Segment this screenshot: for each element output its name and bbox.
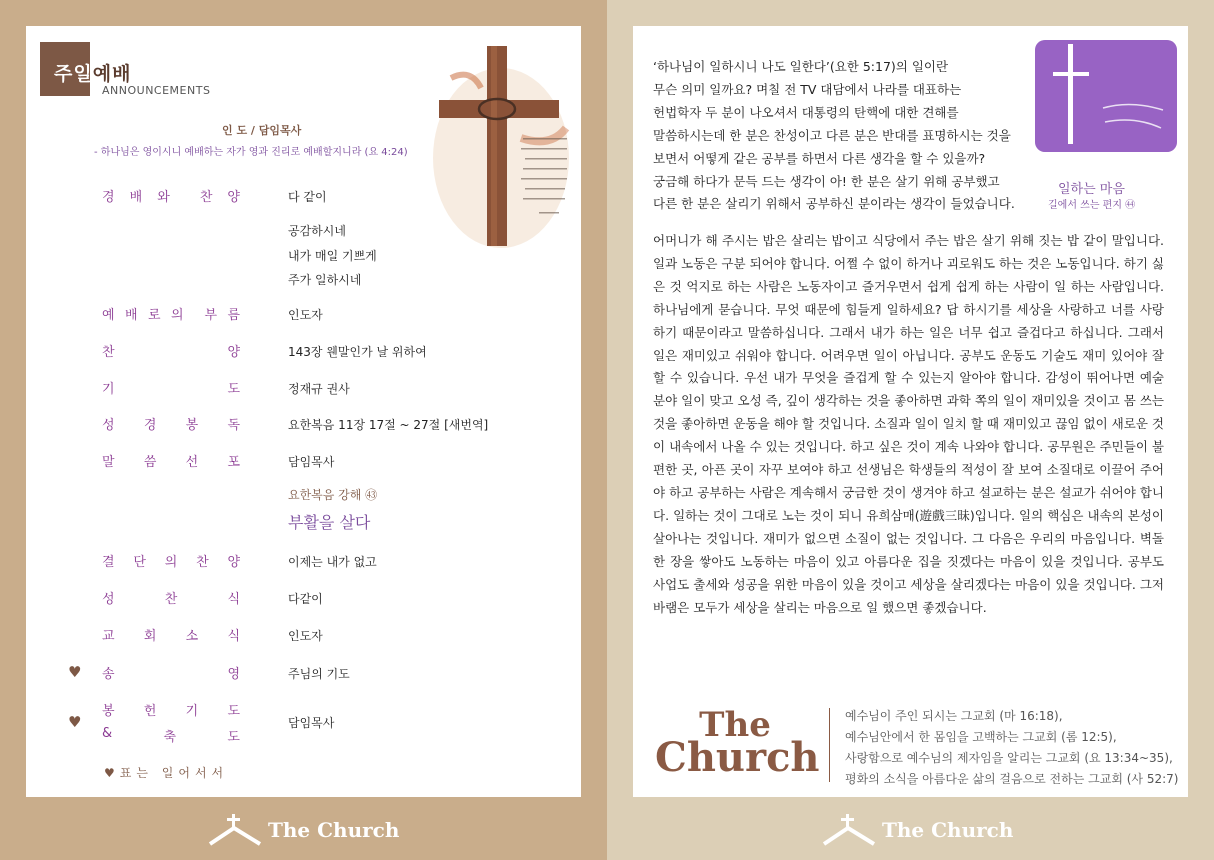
cross-illustration <box>431 38 577 254</box>
mission-line: 예수님안에서 한 몸임을 고백하는 그교회 (롬 12:5), <box>845 730 1117 744</box>
intro-line: 다른 한 분은 살리기 위해서 공부하신 분이라는 생각이 들었습니다. <box>653 196 1015 212</box>
order-row <box>68 661 572 687</box>
order-label: 성 찬 식 <box>102 592 240 607</box>
order-value: 다같이 <box>288 592 323 606</box>
order-label: 교 회 소 식 <box>102 629 240 644</box>
order-value: 주님의 기도 <box>288 667 350 681</box>
order-label: 말 씀 선 포 <box>102 455 240 470</box>
order-row <box>102 376 572 402</box>
order-value: 인도자 <box>288 308 323 322</box>
page-subtitle: ANNOUNCEMENTS <box>102 84 211 97</box>
intro-line: 궁금해 하다가 문득 드는 생각이 아! 한 분은 살기 위해 공부했고 <box>653 173 1000 189</box>
order-row <box>102 412 572 438</box>
order-value: 다 같이 <box>288 190 327 204</box>
praise-song: 공감하시네 <box>288 224 346 238</box>
order-row <box>68 698 572 750</box>
mission-line: 사랑함으로 예수님의 제자임을 알리는 그교회 (요 13:34~35), <box>845 751 1173 765</box>
column-subtitle: 길에서 쓰는 편지 ㊹ <box>1048 200 1136 211</box>
divider <box>829 708 830 782</box>
order-row <box>102 623 572 649</box>
order-row <box>102 184 572 210</box>
order-value: 정재규 권사 <box>288 382 350 396</box>
order-value: 이제는 내가 없고 <box>288 555 377 569</box>
praise-song: 주가 일하시네 <box>288 273 362 287</box>
order-label-second-line: & 축 도 <box>102 726 240 745</box>
title-part-b: 예배 <box>92 63 132 85</box>
order-value: 143장 웬말인가 날 위하여 <box>288 345 427 359</box>
title-part-a: 주일 <box>54 63 93 85</box>
order-label: 결 단 의 찬 양 <box>102 555 240 570</box>
footer-brand-right <box>820 805 1013 855</box>
intro-line: ‘하나님이 일하시니 나도 일한다’(요한 5:17)의 일이란 <box>653 59 949 74</box>
church-roof-icon <box>820 812 878 848</box>
body-paragraph: 어머니가 해 주시는 밥은 살리는 밥이고 식당에서 주는 밥은 살기 위해 짓는 밥 같이 말입니다. 일과 노동은 구분 되어야 합니다. 어쩔 수 없이 하거나 괴로워도 하는 것은 노동입니다. 하기 싫은 것 억지로 하는 사람은 노동자이고 즐거우면서 쉽게 쉽게 하는 사람이 일 하는 사람입니다. 하나님에게 묻습니다. 무엇 때문에 힘들게 일하세요? 답 하시기를 세상을 사랑하고 너를 사랑하기 때문이라고 말씀하십니다. 그래서 내가 하는 일은 너무 쉽고 즐겁다고 하십니다. 그래서 일은 재미있고 쉬워야 합니다. 어려우면 일이 아닙니다. 공부도 운동도 기술도 재미 있어야 잘 할 수 있습니다. 우선 내가 무엇을 즐겁게 할 수 있는지 알아야 합니다. 감성이 뛰어나면 예술 분야 일이 맞고 오성 즉, 깊이 생각하는 것을 좋아하면 과학 쪽의 일이 재미있을 것이고 몸 쓰는 것을 좋아하면 운동을 해야 할 것입니다. 소질과 일이 일치 할 때 재미있고 끊임 없이 새로운 것이 내속에서 나올 수 있는 것입니다. 하고 싶은 것이 계속 나와야 합니다. 공무원은 주민들이 불편한 곳, 아픈 곳이 자꾸 보여야 하고 선생님은 학생들의 적성이 잘 보여 소질대로 이끌어 주어야 하고 공부하는 사람은 계속해서 궁금한 것이 생겨야 하고 설교하는 분은 설교가 쉬어야 합니다. 일하는 것이 그대로 노는 것이 되니 유희삼매(遊戲三昧)입니다. 일의 핵심은 내속의 본성이 살아나는 것입니다. 재미가 없으면 소질이 없는 것입니다. 그 다음은 우리의 마음입니다. 벽돌 한 장을 쌓아도 노동하는 마음이 있고 아름다운 집을 짓겠다는 마음이 있을 것입니다. 공부도 사업도 출세와 성공을 위한 마음이 있을 것이고 세상을 살리겠다는 마음이 있을 것입니다. 그저 바램은 모두가 세상을 살리는 마음으로 일 했으면 좋겠습니다. <box>653 233 1164 615</box>
intro-line: 말씀하시는데 한 분은 찬성이고 다른 분은 반대를 표명하시는 것을 <box>653 127 1011 143</box>
order-value: 요한복음 11장 17절 ~ 27절 [새번역] <box>288 418 489 432</box>
page-title <box>54 59 131 86</box>
order-label: 송 영 <box>102 667 240 682</box>
sermon-reference: 요한복음 강해 ㊸ <box>288 488 378 502</box>
sermon-title: 부활을 살다 <box>288 513 371 532</box>
logo-church: Church <box>655 734 820 781</box>
column-title: 일하는 마음 <box>1058 182 1125 197</box>
intro-line: 헌법학자 두 분이 나오셔서 대통령의 탄핵에 대한 견해를 <box>653 104 959 120</box>
order-label: 성 경 봉 독 <box>102 418 240 433</box>
praise-song: 내가 매일 기쁘게 <box>288 249 377 263</box>
order-row <box>102 302 572 328</box>
bulletin-right-page <box>633 26 1188 797</box>
footer-brand-left <box>206 805 399 855</box>
intro-line: 무슨 의미 일까요? 며칠 전 TV 대담에서 나라를 대표하는 <box>653 81 962 97</box>
standing-note: ♥표는 일어서서 <box>104 766 229 780</box>
leader-line: 인 도 / 담임목사 <box>222 124 302 137</box>
church-roof-icon <box>206 812 264 848</box>
order-row <box>102 586 572 612</box>
order-label: 경 배 와 찬 양 <box>102 190 240 205</box>
order-value: 담임목사 <box>288 455 335 469</box>
call-to-worship-verse: - 하나님은 영이시니 예배하는 자가 영과 진리로 예배할지니라 (요 4:24) <box>94 147 408 158</box>
intro-line: 보면서 어떻게 같은 공부를 하면서 다른 생각을 할 수 있을까? <box>653 150 986 166</box>
order-label: 예 배 로 의 부 름 <box>102 308 240 323</box>
intro-paragraph <box>653 56 1015 216</box>
church-logo <box>655 705 820 781</box>
order-value: 인도자 <box>288 629 323 643</box>
mission-line: 평화의 소식을 아름다운 삶의 걸음으로 전하는 그교회 (사 52:7) <box>845 772 1179 786</box>
order-label: 찬 양 <box>102 345 240 360</box>
order-row <box>102 339 572 365</box>
order-value: 담임목사 <box>288 716 335 730</box>
heart-icon: ♥ <box>68 713 82 731</box>
bulletin-left-page <box>26 26 581 797</box>
mission-statement <box>845 706 1178 790</box>
footer-brand-text: The Church <box>882 818 1014 842</box>
footer-brand-text: The Church <box>268 818 400 842</box>
heart-icon: ♥ <box>68 663 82 681</box>
order-label: 기 도 <box>102 382 240 397</box>
order-row <box>102 449 572 475</box>
order-label: 봉 헌 기 도 <box>102 704 240 719</box>
lent-cross-graphic <box>1031 36 1181 156</box>
order-row <box>102 549 572 575</box>
mission-line: 예수님이 주인 되시는 그교회 (마 16:18), <box>845 709 1063 723</box>
logo-the: The <box>699 705 771 745</box>
